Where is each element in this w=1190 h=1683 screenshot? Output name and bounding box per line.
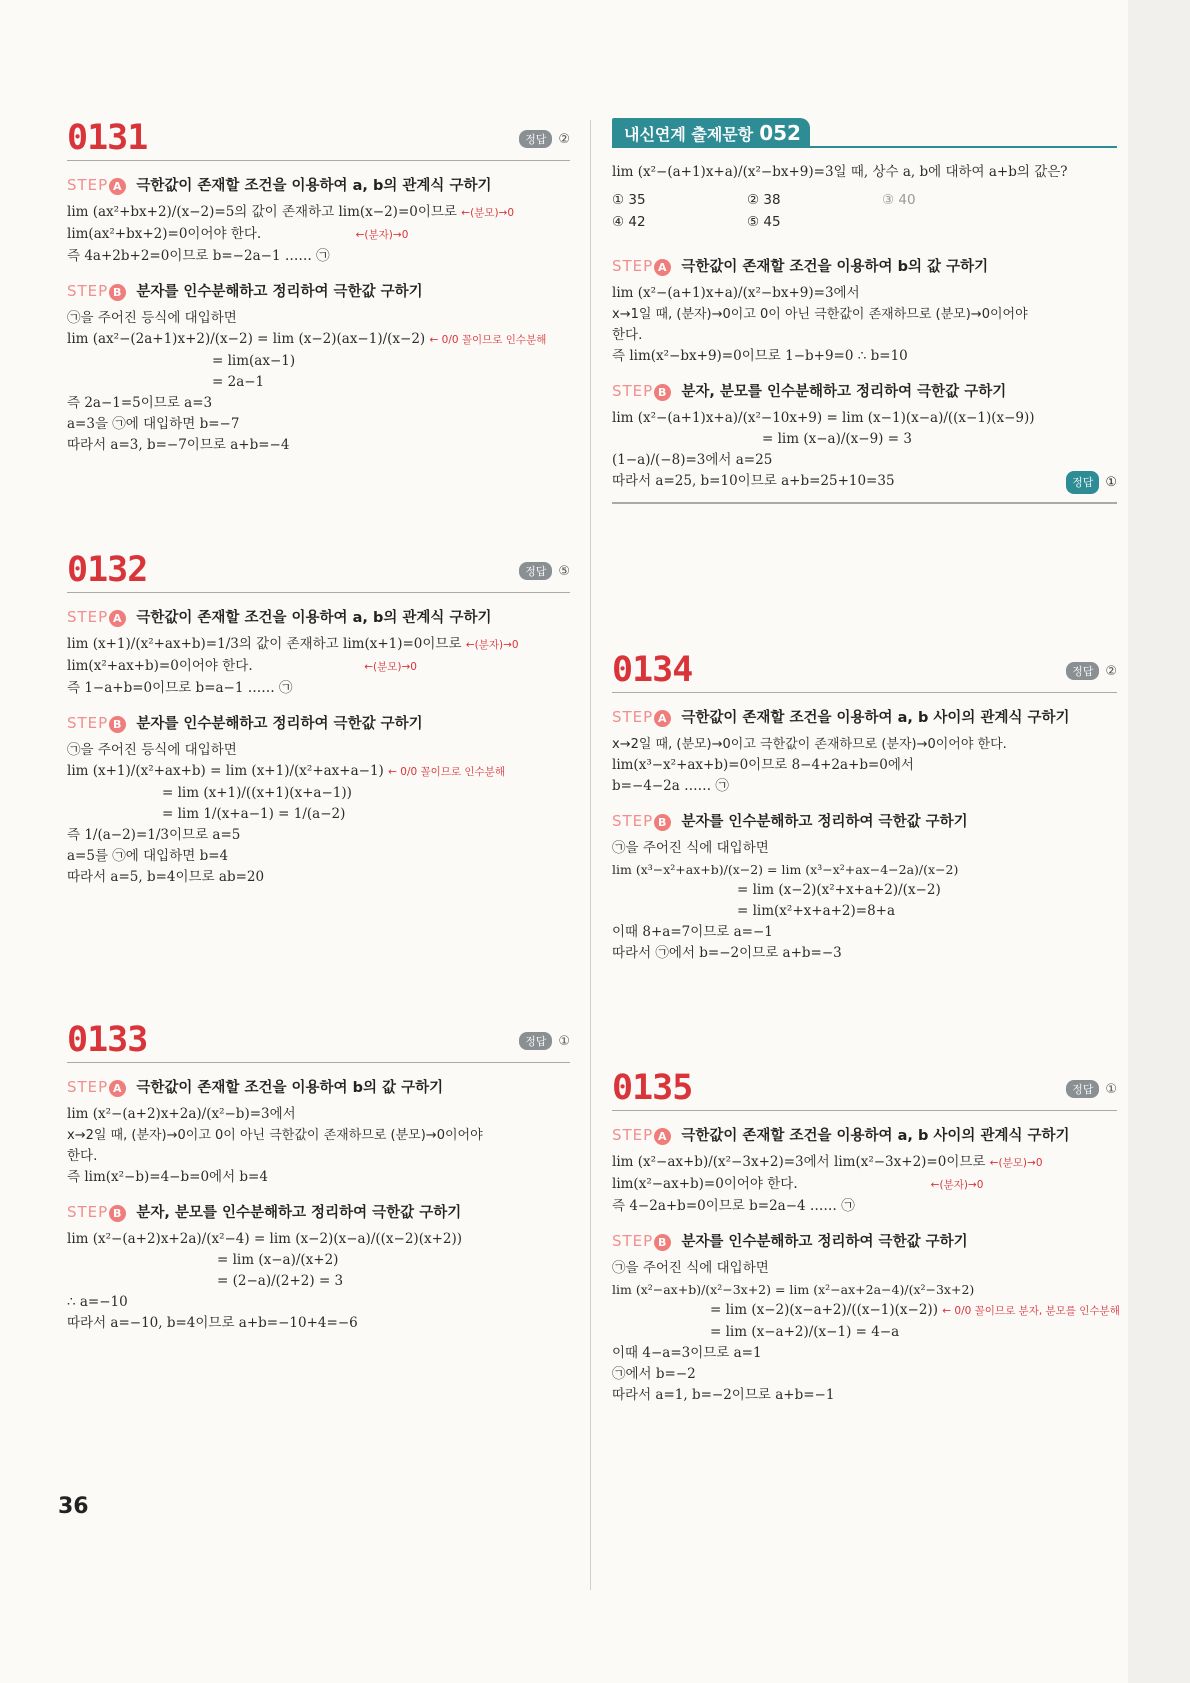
answer	[519, 1032, 570, 1050]
section-rule	[612, 502, 1117, 504]
problem-header	[612, 650, 1117, 693]
solution-line: x→1일 때, (분자)→0이고 0이 아닌 극한값이 존재하므로 (분모)→0이어야	[612, 307, 1028, 322]
solution-line: lim (x³−x²+ax+b)/(x−2) = lim (x³−x²+ax−4−2a)/(x−2)	[612, 862, 959, 877]
solution-line: 즉 1−a+b=0이므로 b=a−1 …… ㉠	[67, 680, 293, 696]
solution-line: 즉 4−2a+b=0이므로 b=2a−4 …… ㉠	[612, 1198, 855, 1214]
problem-0131	[67, 118, 570, 456]
solution-line: = 2a−1	[212, 374, 265, 390]
problem-number: 0134	[612, 650, 693, 690]
solution-line: x→2일 때, (분모)→0이고 극한값이 존재하므로 (분자)→0이어야 한다.	[612, 737, 1007, 752]
solution-line: lim(x²+ax+b)=0이어야 한다. ←(분모)→0	[67, 658, 417, 674]
solution-line: = lim (x+1)/((x+1)(x+a−1))	[162, 785, 352, 801]
solution-line: = lim (x−a+2)/(x−1) = 4−a	[710, 1324, 900, 1340]
solution-line: 이때 8+a=7이므로 a=−1	[612, 924, 773, 940]
step-b-title: STEP B 분자를 인수분해하고 정리하여 극한값 구하기	[612, 1232, 968, 1250]
step-a-title: STEP A 극한값이 존재할 조건을 이용하여 a, b의 관계식 구하기	[67, 608, 492, 626]
solution-line: 한다.	[67, 1148, 98, 1164]
problem-0134	[612, 650, 1117, 964]
solution-line: ㉠을 주어진 등식에 대입하면	[67, 742, 237, 758]
note: ← 0/0 꼴이므로 인수분해	[388, 766, 505, 778]
step-a-title: STEP A 극한값이 존재할 조건을 이용하여 a, b 사이의 관계식 구하기	[612, 1126, 1070, 1144]
problem-header	[67, 550, 570, 593]
answer	[1066, 471, 1117, 494]
step-a-title: STEP A 극한값이 존재할 조건을 이용하여 b의 값 구하기	[67, 1078, 444, 1096]
step-a-title: STEP A 극한값이 존재할 조건을 이용하여 a, b 사이의 관계식 구하기	[612, 708, 1070, 726]
answer-value: ①	[1105, 475, 1117, 490]
page-edge	[1128, 0, 1190, 1683]
answer	[1066, 1080, 1117, 1098]
solution-line: 즉 4a+2b+2=0이므로 b=−2a−1 …… ㉠	[67, 248, 330, 264]
solution-line: 즉 lim(x²−bx+9)=0이므로 1−b+9=0 ∴ b=10	[612, 348, 908, 364]
column-divider	[590, 120, 591, 1590]
answer-value: ②	[558, 132, 570, 147]
problem-0135	[612, 1068, 1120, 1406]
solution-line: lim (x+1)/(x²+ax+b) = lim (x+1)/(x²+ax+a−1) ← 0/0 꼴이므로 인수분해	[67, 763, 505, 779]
solution-line: 즉 2a−1=5이므로 a=3	[67, 395, 213, 411]
note: ←(분모)→0	[461, 207, 515, 219]
problem-header	[612, 1068, 1117, 1111]
choices	[612, 189, 1117, 233]
solution-line: = (2−a)/(2+2) = 3	[217, 1273, 344, 1289]
choice[interactable]: ④ 42	[612, 214, 646, 230]
step-a-title: STEP A 극한값이 존재할 조건을 이용하여 b의 값 구하기	[612, 257, 989, 275]
choice[interactable]: ① 35	[612, 192, 646, 208]
answer-value: ①	[558, 1034, 570, 1049]
solution-line: lim (x²−(a+1)x+a)/(x²−bx+9)=3에서	[612, 285, 860, 301]
solution-line: = lim(ax−1)	[212, 353, 296, 369]
note: ←(분모)→0	[364, 661, 417, 673]
solution-line: lim(x³−x²+ax+b)=0이므로 8−4+2a+b=0에서	[612, 757, 914, 773]
problem-number: 0131	[67, 118, 148, 158]
step-b-title: STEP B 분자, 분모를 인수분해하고 정리하여 극한값 구하기	[612, 382, 1007, 400]
solution-line: lim (x²−(a+1)x+a)/(x²−10x+9) = lim (x−1)(x−a)/((x−1)(x−9))	[612, 410, 1035, 426]
solution-line: lim (x²−ax+b)/(x²−3x+2) = lim (x²−ax+2a−4)/(x²−3x+2)	[612, 1282, 975, 1297]
reference-question: lim (x²−(a+1)x+a)/(x²−bx+9)=3일 때, 상수 a, b에 대하여 a+b의 값은?	[612, 164, 1068, 180]
problem-header	[67, 118, 570, 161]
solution-line: lim(ax²+bx+2)=0이어야 한다. ←(분자)→0	[67, 226, 409, 242]
reference-banner-wrap	[612, 118, 1117, 152]
note: ←(분자)→0	[930, 1179, 984, 1191]
answer-value: ①	[1105, 1082, 1117, 1097]
problem-number: 0132	[67, 550, 148, 590]
problem-0132	[67, 550, 570, 888]
solution-line: lim (ax²−(2a+1)x+2)/(x−2) = lim (x−2)(ax−1)/(x−2) ← 0/0 꼴이므로 인수분해	[67, 331, 547, 347]
note: ← 0/0 꼴이므로 인수분해	[429, 334, 547, 346]
solution-line: lim(x²−ax+b)=0이어야 한다. ←(분자)→0	[612, 1176, 984, 1192]
reference-problem	[612, 118, 1117, 504]
note: ←(분자)→0	[465, 639, 519, 651]
answer	[1066, 662, 1117, 680]
solution-line: 즉 lim(x²−b)=4−b=0에서 b=4	[67, 1169, 268, 1185]
solution-line: 따라서 a=1, b=−2이므로 a+b=−1	[612, 1387, 835, 1403]
solution-line: ㉠에서 b=−2	[612, 1366, 696, 1382]
solution-line: ∴ a=−10	[67, 1294, 128, 1310]
answer-value: ⑤	[558, 564, 570, 579]
solution-line: 따라서 a=25, b=10이므로 a+b=25+10=35 정답 ①	[612, 471, 1117, 492]
solution-line: ㉠을 주어진 식에 대입하면	[612, 1260, 769, 1276]
solution-line: 따라서 a=5, b=4이므로 ab=20	[67, 869, 265, 885]
solution-line: 따라서 a=3, b=−7이므로 a+b=−4	[67, 437, 290, 453]
answer-badge: 정답	[1066, 1080, 1099, 1098]
solution-line: 한다.	[612, 327, 643, 343]
problem-header	[67, 1020, 570, 1063]
problem-0133	[67, 1020, 570, 1334]
solution-line: = lim (x−2)(x²+x+a+2)/(x−2)	[737, 882, 941, 898]
answer-badge: 정답	[1066, 662, 1099, 680]
solution-line: ㉠을 주어진 식에 대입하면	[612, 840, 769, 856]
step-a-title: STEP A 극한값이 존재할 조건을 이용하여 a, b의 관계식 구하기	[67, 176, 492, 194]
choice[interactable]: ③ 40	[882, 192, 916, 208]
choice[interactable]: ② 38	[747, 192, 781, 208]
solution-line: lim (x²−(a+2)x+2a)/(x²−b)=3에서	[67, 1106, 296, 1122]
choice[interactable]: ⑤ 45	[747, 214, 781, 230]
solution-line: lim (x+1)/(x²+ax+b)=1/3의 값이 존재하고 lim(x+1)=0이므로 ←(분자)→0	[67, 636, 519, 652]
solution-line: a=3을 ㉠에 대입하면 b=−7	[67, 416, 240, 432]
solution-line: b=−4−2a …… ㉠	[612, 778, 729, 794]
solution-line: lim (ax²+bx+2)/(x−2)=5의 값이 존재하고 lim(x−2)=0이므로 ←(분모)→0	[67, 204, 515, 220]
answer	[519, 562, 570, 580]
reference-banner: 내신연계 출제문항 052	[612, 118, 810, 148]
solution-line: 따라서 ㉠에서 b=−2이므로 a+b=−3	[612, 945, 842, 961]
solution-line: = lim (x−a)/(x−9) = 3	[762, 431, 912, 447]
problem-number: 0135	[612, 1068, 693, 1108]
step-b-title: STEP B 분자를 인수분해하고 정리하여 극한값 구하기	[67, 714, 423, 732]
solution-line: lim (x²−(a+2)x+2a)/(x²−4) = lim (x−2)(x−a)/((x−2)(x+2))	[67, 1231, 463, 1247]
note: ←(분자)→0	[355, 229, 409, 241]
answer-value: ②	[1105, 664, 1117, 679]
solution-line: a=5를 ㉠에 대입하면 b=4	[67, 848, 229, 864]
solution-line: lim (x²−ax+b)/(x²−3x+2)=3에서 lim(x²−3x+2)=0이므로 ←(분모)→0	[612, 1154, 1043, 1170]
solution-line: = lim 1/(x+a−1) = 1/(a−2)	[162, 806, 346, 822]
answer-badge: 정답	[519, 562, 552, 580]
answer-badge: 정답	[519, 1032, 552, 1050]
solution-line: = lim(x²+x+a+2)=8+a	[737, 903, 896, 919]
step-b-title: STEP B 분자를 인수분해하고 정리하여 극한값 구하기	[612, 812, 968, 830]
solution-line: x→2일 때, (분자)→0이고 0이 아닌 극한값이 존재하므로 (분모)→0이어야	[67, 1128, 483, 1143]
solution-line: 이때 4−a=3이므로 a=1	[612, 1345, 762, 1361]
note: ←(분모)→0	[989, 1157, 1043, 1169]
answer	[519, 130, 570, 148]
solution-line: ㉠을 주어진 등식에 대입하면	[67, 310, 237, 326]
step-b-title: STEP B 분자, 분모를 인수분해하고 정리하여 극한값 구하기	[67, 1203, 462, 1221]
solution-line: = lim (x−2)(x−a+2)/((x−1)(x−2)) ← 0/0 꼴이므로 분자, 분모를 인수분해	[710, 1302, 1120, 1318]
problem-number: 0133	[67, 1020, 148, 1060]
solution-line: 따라서 a=−10, b=4이므로 a+b=−10+4=−6	[67, 1315, 358, 1331]
solution-line: = lim (x−a)/(x+2)	[217, 1252, 339, 1268]
page-number: 36	[58, 1494, 89, 1519]
note: ← 0/0 꼴이므로 분자, 분모를 인수분해	[942, 1305, 1120, 1317]
answer-badge: 정답	[519, 130, 552, 148]
answer-badge: 정답	[1066, 471, 1099, 494]
step-b-title: STEP B 분자를 인수분해하고 정리하여 극한값 구하기	[67, 282, 423, 300]
solution-line: (1−a)/(−8)=3에서 a=25	[612, 452, 773, 468]
solution-line: 즉 1/(a−2)=1/3이므로 a=5	[67, 827, 241, 843]
